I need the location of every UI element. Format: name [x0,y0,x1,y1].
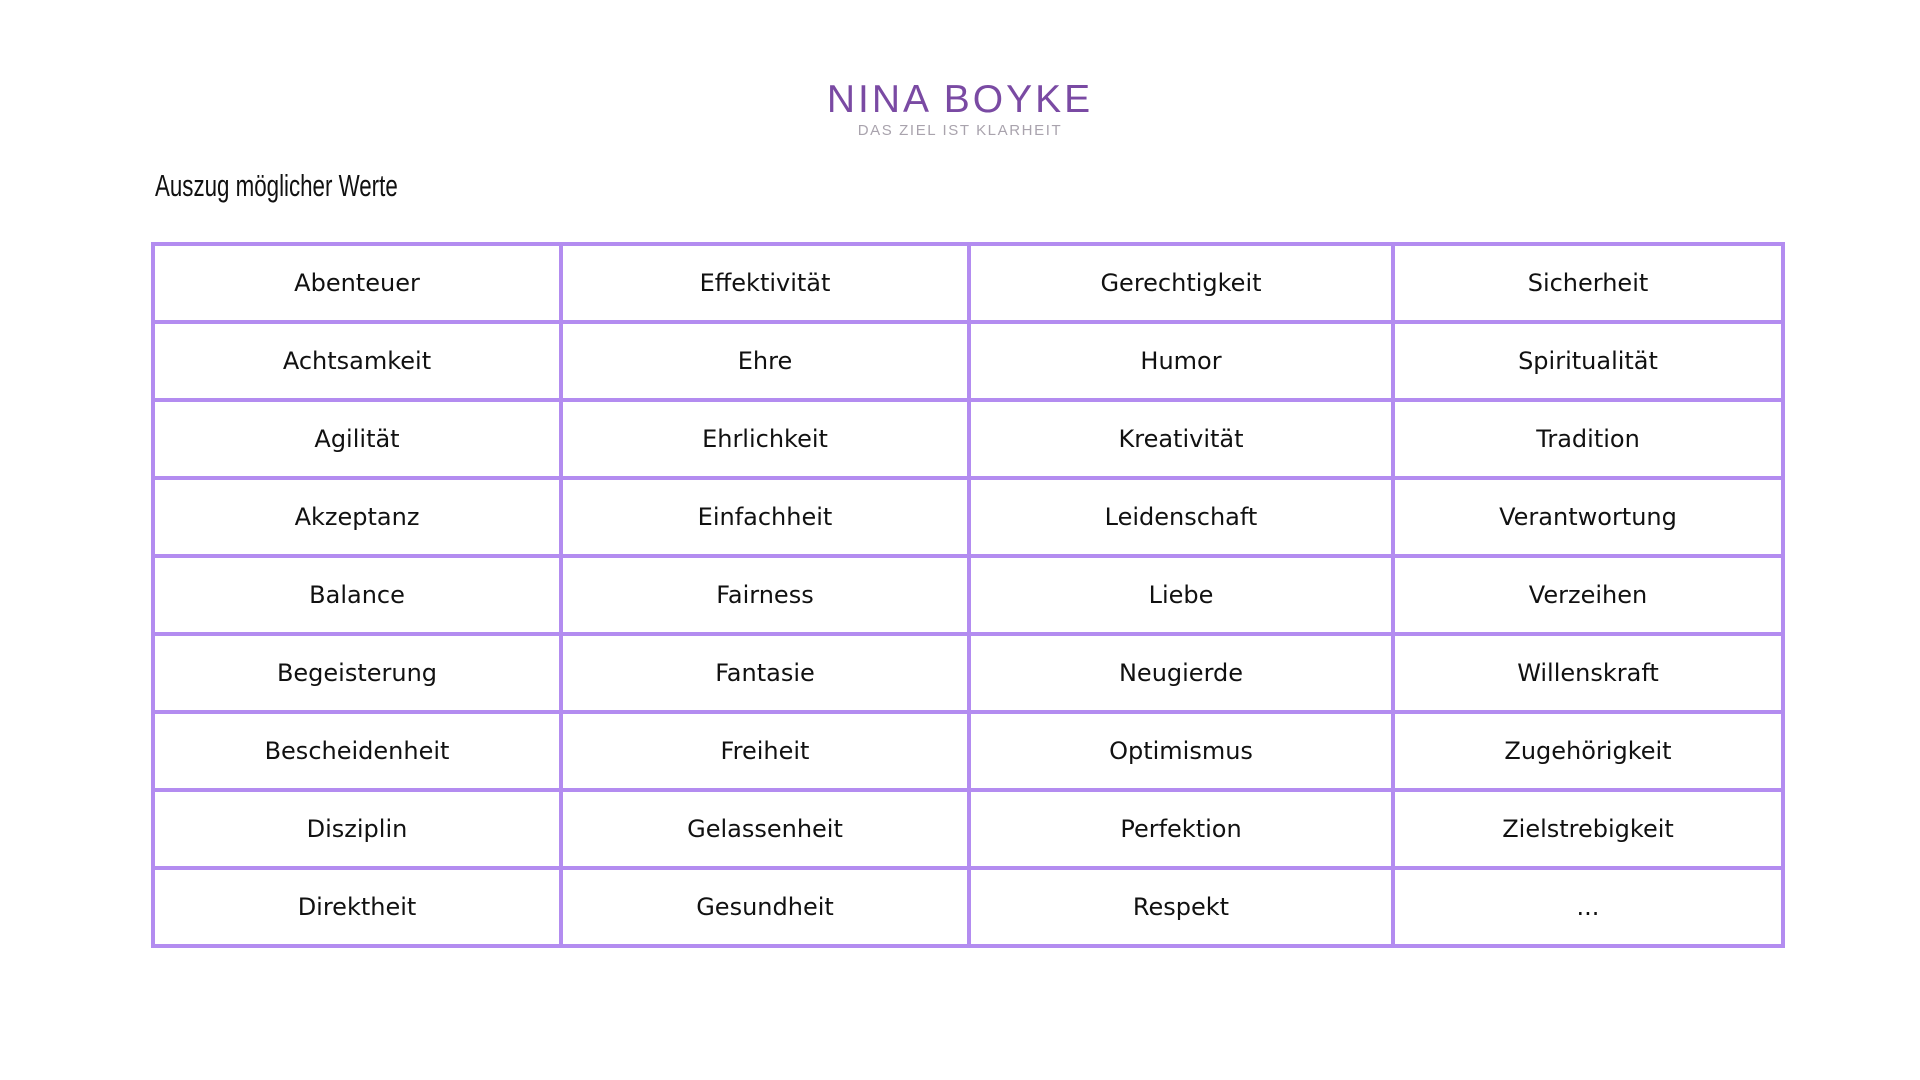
table-cell: Tradition [1393,400,1783,478]
logo-name: NINA BOYKE [826,78,1094,121]
table-row [153,868,1783,946]
table-cell: Direktheit [153,868,561,946]
table-cell: Optimismus [969,712,1393,790]
section-title: Auszug möglicher Werte [155,168,398,203]
table-cell: Agilität [153,400,561,478]
table-cell: Effektivität [561,244,969,322]
table-cell: Gerechtigkeit [969,244,1393,322]
table-cell: Fantasie [561,634,969,712]
table-cell: Willenskraft [1393,634,1783,712]
logo-tagline: DAS ZIEL IST KLARHEIT [857,122,1063,139]
table-row [153,556,1783,634]
table-row [153,400,1783,478]
table-cell: Abenteuer [153,244,561,322]
values-table-body [153,244,1783,946]
table-cell: Verzeihen [1393,556,1783,634]
table-cell: Bescheidenheit [153,712,561,790]
table-cell: Neugierde [969,634,1393,712]
table-row [153,244,1783,322]
table-cell: Achtsamkeit [153,322,561,400]
table-row [153,634,1783,712]
values-table [151,242,1785,948]
table-cell: Kreativität [969,400,1393,478]
table-cell: Disziplin [153,790,561,868]
table-cell: Begeisterung [153,634,561,712]
table-cell: Fairness [561,556,969,634]
table-cell: Verantwortung [1393,478,1783,556]
table-cell: Zielstrebigkeit [1393,790,1783,868]
table-cell: Respekt [969,868,1393,946]
brand-logo [0,78,1920,140]
table-cell: Spiritualität [1393,322,1783,400]
table-cell: Zugehörigkeit [1393,712,1783,790]
table-cell: Ehre [561,322,969,400]
table-cell: Akzeptanz [153,478,561,556]
table-cell: Leidenschaft [969,478,1393,556]
table-cell: Perfektion [969,790,1393,868]
table-cell: Liebe [969,556,1393,634]
table-cell: Gelassenheit [561,790,969,868]
table-row [153,712,1783,790]
table-cell: Einfachheit [561,478,969,556]
table-cell: Freiheit [561,712,969,790]
table-row [153,478,1783,556]
table-cell: Sicherheit [1393,244,1783,322]
table-cell: Gesundheit [561,868,969,946]
table-row [153,790,1783,868]
table-cell: Humor [969,322,1393,400]
table-cell: ... [1393,868,1783,946]
table-cell: Ehrlichkeit [561,400,969,478]
table-cell: Balance [153,556,561,634]
table-row [153,322,1783,400]
